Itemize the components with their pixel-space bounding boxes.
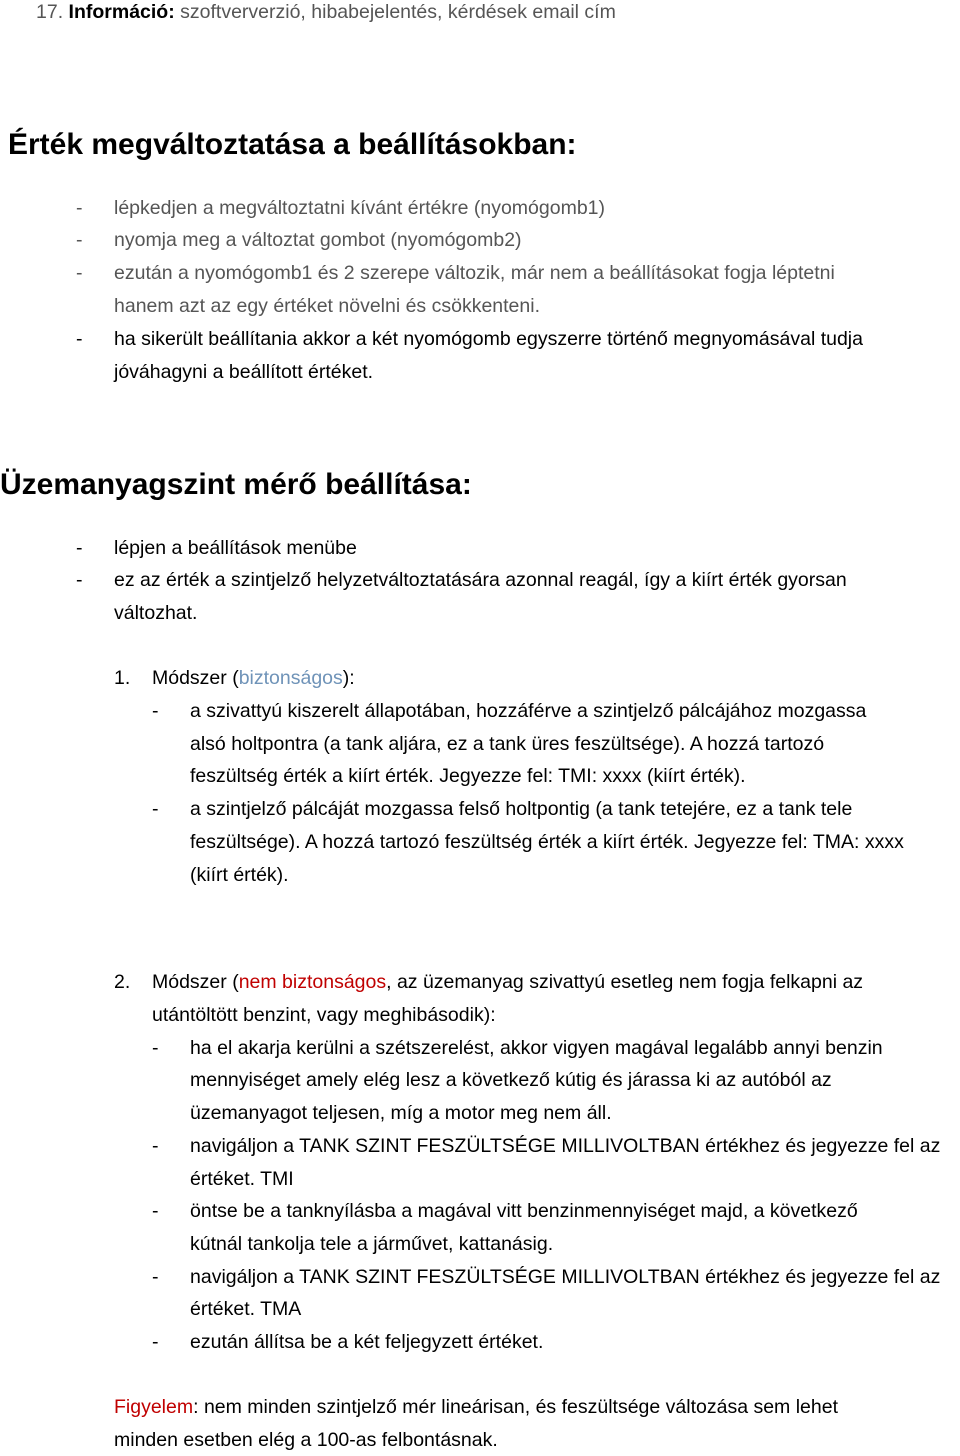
warning-note-continuation: minden esetben elég a 100-as felbontásnak.	[114, 1429, 498, 1451]
list-item: öntse be a tanknyílásba a magával vitt benzinmennyiséget majd, a következő	[190, 1200, 858, 1222]
list-item: ezután állítsa be a két feljegyzett értéket.	[190, 1331, 544, 1353]
method-suffix: , az üzemanyag szivattyú esetleg nem fogja felkapni az	[386, 971, 864, 993]
bullet-dash: -	[152, 1200, 159, 1222]
method-suffix: ):	[342, 667, 355, 689]
list-item: navigáljon a TANK SZINT FESZÜLTSÉGE MILLIVOLTBAN értékhez és jegyezze fel az	[190, 1135, 941, 1157]
list-item-continuation: feszültsége). A hozzá tartozó feszültség érték a kiírt érték. Jegyezze fel: TMA: xxxx	[190, 831, 904, 853]
method-1-heading	[152, 662, 355, 694]
list-item: a szivattyú kiszerelt állapotában, hozzáférve a szintjelző pálcájához mozgassa	[190, 700, 867, 722]
list-item-continuation: üzemanyagot teljesen, míg a motor meg nem áll.	[190, 1102, 612, 1124]
bullet-dash: -	[152, 1331, 159, 1353]
list-item: nyomja meg a változtat gombot (nyomógomb2)	[114, 229, 522, 251]
list-item-continuation: értéket. TMI	[190, 1168, 294, 1190]
header-label: Információ:	[68, 1, 175, 23]
section-title-fuel-gauge: Üzemanyagszint mérő beállítása:	[0, 468, 472, 501]
bullet-dash: -	[76, 197, 83, 219]
list-item-continuation: jóváhagyni a beállított értéket.	[114, 361, 374, 383]
header-text: szoftververzió, hibabejelentés, kérdések email cím	[180, 1, 616, 23]
bullet-dash: -	[152, 1135, 159, 1157]
section-header-17	[36, 0, 616, 28]
bullet-dash: -	[152, 1037, 159, 1059]
bullet-dash: -	[76, 229, 83, 251]
bullet-dash: -	[152, 700, 159, 722]
list-item-continuation: alsó holtpontra (a tank aljára, ez a tank üres feszültsége). A hozzá tartozó	[190, 733, 825, 755]
warning-text: : nem minden szintjelző mér lineárisan, és feszültsége változása sem lehet	[193, 1396, 838, 1418]
list-item-continuation: (kiírt érték).	[190, 864, 289, 886]
method-prefix: Módszer (	[152, 667, 239, 689]
list-item: a szintjelző pálcáját mozgassa felső holtpontig (a tank tetejére, ez a tank tele	[190, 798, 853, 820]
method-number: 1.	[114, 667, 131, 689]
method-safe-label: biztonságos	[238, 667, 343, 689]
bullet-dash: -	[76, 328, 83, 350]
warning-note	[114, 1391, 838, 1423]
list-item: lépjen a beállítások menübe	[114, 537, 357, 559]
bullet-dash: -	[152, 1266, 159, 1288]
list-item-continuation: mennyiséget amely elég lesz a következő kútig és járassa ki az autóból az	[190, 1069, 832, 1091]
list-item-continuation: hanem azt az egy értéket növelni és csökkenteni.	[114, 295, 540, 317]
method-number: 2.	[114, 971, 131, 993]
bullet-dash: -	[76, 569, 83, 591]
list-item: ez az érték a szintjelző helyzetváltoztatására azonnal reagál, így a kiírt érték gyorsan	[114, 569, 847, 591]
bullet-dash: -	[76, 537, 83, 559]
list-item: lépkedjen a megváltoztatni kívánt értékre (nyomógomb1)	[114, 197, 606, 219]
list-item-continuation: értéket. TMA	[190, 1298, 302, 1320]
list-item: ha sikerült beállítania akkor a két nyomógomb egyszerre történő megnyomásával tudja	[114, 328, 863, 350]
list-item: ha el akarja kerülni a szétszerelést, akkor vigyen magával legalább annyi benzin	[190, 1037, 883, 1059]
list-item-continuation: kútnál tankolja tele a járművet, kattanásig.	[190, 1233, 554, 1255]
list-item-continuation: feszültség érték a kiírt érték. Jegyezze fel: TMI: xxxx (kiírt érték).	[190, 765, 746, 787]
method-prefix: Módszer (	[152, 971, 239, 993]
bullet-dash: -	[152, 798, 159, 820]
section-title-value-change: Érték megváltoztatása a beállításokban:	[8, 128, 577, 161]
method-2-heading	[152, 966, 863, 998]
method-unsafe-label: nem biztonságos	[238, 971, 387, 993]
list-item-continuation: változhat.	[114, 602, 198, 624]
method-2-heading-continuation: utántöltött benzint, vagy meghibásodik):	[152, 1004, 496, 1026]
list-item: ezután a nyomógomb1 és 2 szerepe változik, már nem a beállításokat fogja léptetni	[114, 262, 835, 284]
list-item: navigáljon a TANK SZINT FESZÜLTSÉGE MILLIVOLTBAN értékhez és jegyezze fel az	[190, 1266, 941, 1288]
warning-label: Figyelem	[114, 1396, 194, 1418]
header-number: 17.	[36, 1, 64, 23]
bullet-dash: -	[76, 262, 83, 284]
